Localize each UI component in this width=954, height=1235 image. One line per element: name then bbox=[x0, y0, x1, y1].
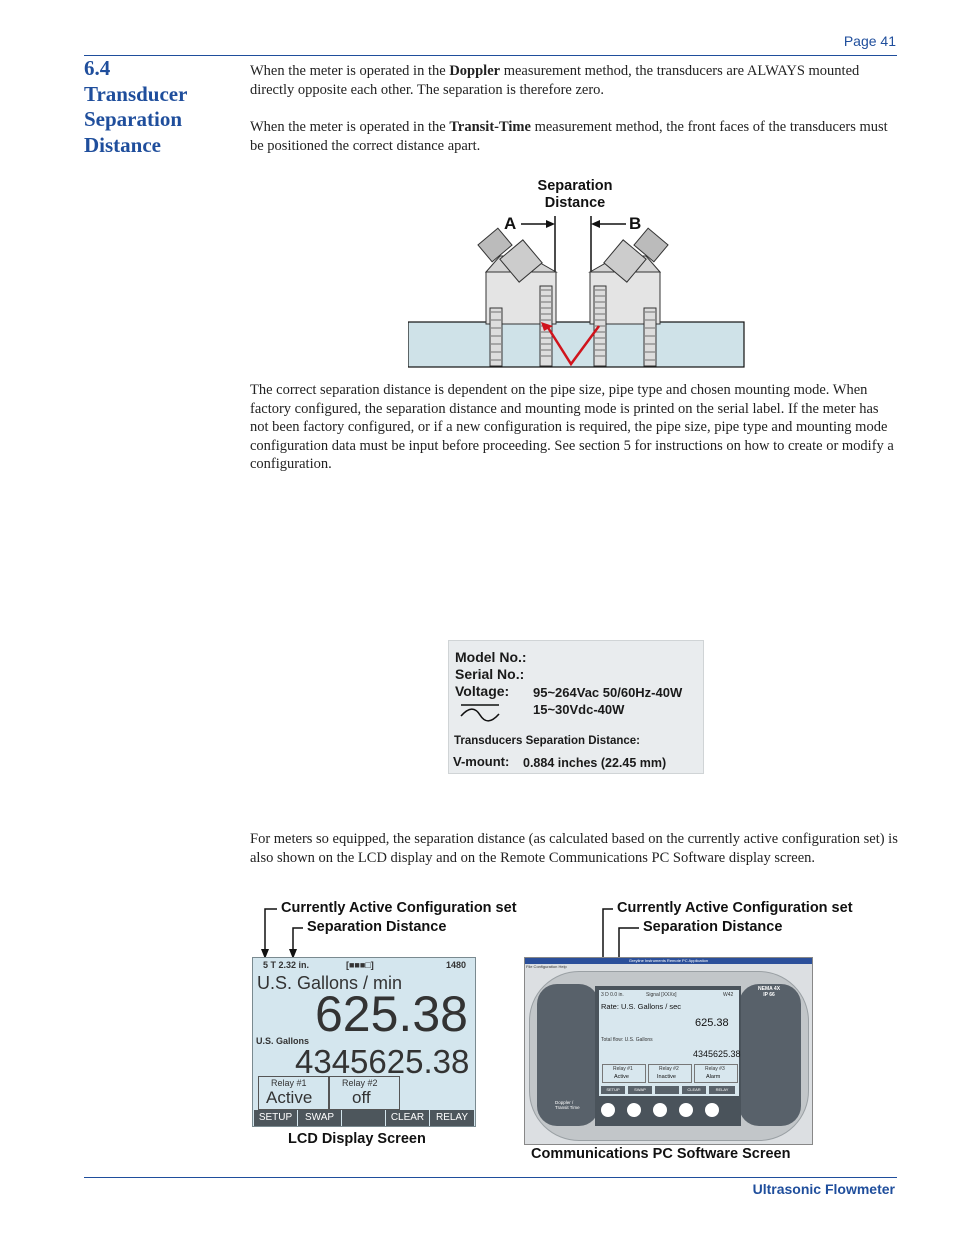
pc-right-panel bbox=[739, 984, 801, 1126]
serial-label bbox=[448, 640, 704, 774]
voltage-dc: 15~30Vdc-40W bbox=[533, 702, 625, 717]
mount-value: 0.884 inches (22.45 mm) bbox=[523, 756, 667, 770]
callout-config-set-left: Currently Active Configuration set bbox=[281, 900, 517, 916]
lcd-relay1-label: Relay #1 bbox=[271, 1078, 307, 1088]
lcd-key-swap[interactable]: SWAP bbox=[298, 1110, 341, 1126]
lcd-rate-unit: U.S. Gallons / min bbox=[257, 973, 403, 993]
callout-separation-left: Separation Distance bbox=[307, 919, 447, 935]
serial-number-field: Serial No.: bbox=[455, 666, 525, 682]
pc-relay1-state: Active bbox=[614, 1074, 629, 1080]
pc-round-button[interactable] bbox=[627, 1103, 641, 1117]
callout-separation-right: Separation Distance bbox=[643, 919, 783, 935]
section-title-line: Distance bbox=[84, 132, 161, 157]
pc-round-button[interactable] bbox=[679, 1103, 693, 1117]
lcd-relay2-state: off bbox=[352, 1088, 371, 1107]
lcd-display-screen bbox=[252, 957, 476, 1127]
pc-window-titlebar: Greyline Instruments Remote PC Application bbox=[525, 958, 812, 964]
separation-heading: Transducers Separation Distance: bbox=[454, 735, 640, 747]
pc-key-blank[interactable] bbox=[655, 1086, 679, 1094]
lcd-key-clear[interactable]: CLEAR bbox=[386, 1110, 429, 1126]
paragraph-doppler: When the meter is operated in the Doppler measurement method, the transducers are ALWAYS mounted directly opposite each other. The separation is therefore zero. bbox=[250, 63, 860, 98]
ac-dc-symbol-icon bbox=[459, 701, 503, 723]
pc-relay1-box bbox=[602, 1064, 646, 1083]
paragraph-transit-time: When the meter is operated in the Transit-Time measurement method, the front faces of the transducers must be positioned the correct distance apart. bbox=[250, 119, 888, 154]
footer-title: Ultrasonic Flowmeter bbox=[752, 1181, 895, 1197]
pc-round-button[interactable] bbox=[705, 1103, 719, 1117]
pc-round-button[interactable] bbox=[653, 1103, 667, 1117]
pc-total-value: 4345625.38 bbox=[693, 1049, 741, 1059]
lcd-caption: LCD Display Screen bbox=[288, 1131, 426, 1147]
lcd-key-setup[interactable]: SETUP bbox=[254, 1110, 297, 1126]
lcd-rate-value: 625.38 bbox=[315, 986, 468, 1042]
pipe-transducer-illustration bbox=[408, 176, 748, 371]
pc-lcd-panel bbox=[599, 990, 739, 1096]
pc-software-screen bbox=[524, 957, 813, 1145]
callout-leader-lines bbox=[255, 905, 915, 965]
lcd-key-blank[interactable] bbox=[342, 1110, 385, 1126]
pc-key-setup[interactable]: SETUP bbox=[601, 1086, 625, 1094]
pc-key-swap[interactable]: SWAP bbox=[628, 1086, 652, 1094]
pc-key-relay[interactable]: RELAY bbox=[709, 1086, 735, 1094]
lcd-total-value: 4345625.38 bbox=[295, 1043, 470, 1080]
callout-config-set-right: Currently Active Configuration set bbox=[617, 900, 853, 916]
pc-relay3-label: Relay #3 bbox=[705, 1066, 725, 1072]
pc-button-row bbox=[601, 1101, 731, 1121]
page-number: Page 41 bbox=[843, 33, 896, 49]
model-number-field: Model No.: bbox=[455, 649, 527, 665]
footer-rule bbox=[84, 1177, 897, 1178]
paragraph-configuration: The correct separation distance is dependent on the pipe size, pipe type and chosen mounting mode. When factory configured, the separation distance and mounting mode is printed on the serial label. If the meter has not been factory configured, or if a new configuration is required, the pipe size, pipe type and mounting mode configuration data must be input before proceeding. See section 5 for instructions on how to create or modify a configuration. bbox=[250, 382, 894, 472]
pc-relay3-box bbox=[694, 1064, 738, 1083]
pc-rate-label: Rate: U.S. Gallons / sec bbox=[601, 1002, 682, 1011]
pc-round-button[interactable] bbox=[601, 1103, 615, 1117]
lcd-total-unit: U.S. Gallons bbox=[256, 1036, 310, 1046]
lcd-status-code: 1480 bbox=[446, 960, 467, 970]
pc-relay1-label: Relay #1 bbox=[613, 1066, 633, 1072]
transducer-diagram bbox=[408, 176, 748, 371]
pc-nema-badge: NEMA 4X IP 66 bbox=[758, 986, 781, 998]
pc-status-config: 3 D 0.0 in. bbox=[601, 992, 624, 998]
separation-distance-label: Separation Distance bbox=[537, 178, 613, 211]
lcd-key-relay[interactable]: RELAY bbox=[430, 1110, 474, 1126]
pc-rate-value: 625.38 bbox=[695, 1017, 729, 1029]
lcd-relay2-box bbox=[329, 1076, 400, 1110]
lcd-status-config: 5 T 2.32 in. bbox=[263, 960, 310, 970]
pc-relay2-label: Relay #2 bbox=[659, 1066, 679, 1072]
label-b: B bbox=[629, 214, 642, 233]
section-title bbox=[84, 56, 234, 158]
pc-caption: Communications PC Software Screen bbox=[531, 1146, 791, 1162]
paragraph-lcd: For meters so equipped, the separation distance (as calculated based on the currently active configuration set) is also shown on the LCD display and on the Remote Communications PC Software display screen. bbox=[250, 831, 898, 866]
pc-menu-bar[interactable]: File Configuration Help bbox=[526, 964, 567, 969]
section-title-line: Transducer bbox=[84, 81, 188, 106]
voltage-ac: 95~264Vac 50/60Hz-40W bbox=[533, 685, 683, 700]
lcd-relay2-label: Relay #2 bbox=[342, 1078, 378, 1088]
pc-relay3-state: Alarm bbox=[706, 1074, 721, 1080]
pc-key-clear[interactable]: CLEAR bbox=[682, 1086, 706, 1094]
voltage-label: Voltage: bbox=[455, 683, 510, 699]
pc-relay2-box bbox=[648, 1064, 692, 1083]
lcd-relay1-box bbox=[258, 1076, 329, 1110]
label-a: A bbox=[504, 214, 517, 233]
pc-status-code: W42 bbox=[723, 992, 734, 998]
pc-mode-label: Doppler / Transit Time bbox=[555, 1100, 580, 1110]
lcd-relay1-state: Active bbox=[266, 1088, 313, 1107]
section-number: 6.4 bbox=[84, 56, 111, 80]
lcd-signal-strength: [■■■□] bbox=[346, 960, 374, 970]
pc-total-label: Total flow: U.S. Gallons bbox=[601, 1037, 653, 1043]
section-title-line: Separation bbox=[84, 107, 183, 131]
mount-label: V-mount: bbox=[453, 754, 510, 769]
pc-relay2-state: Inactive bbox=[657, 1074, 676, 1080]
pc-signal: Signal [XXXx] bbox=[646, 992, 677, 998]
